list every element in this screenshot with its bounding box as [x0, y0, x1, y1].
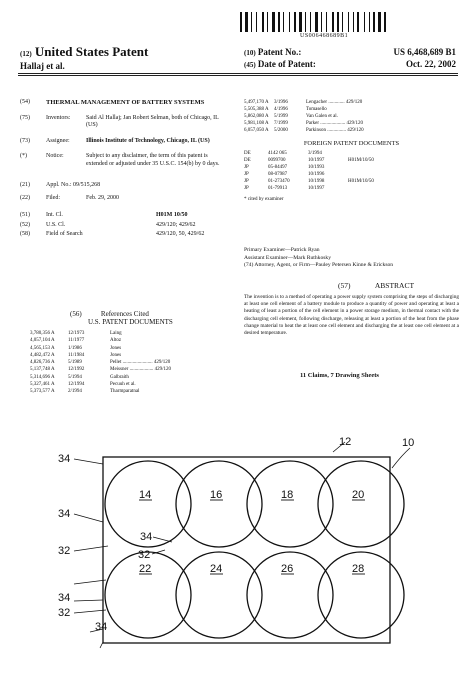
svg-text:34: 34	[58, 508, 71, 520]
svg-text:32: 32	[58, 607, 71, 619]
patent-date: Oct. 22, 2002	[406, 59, 456, 69]
barcode-bar	[366, 12, 368, 32]
barcode-bar	[373, 12, 375, 32]
barcode-bar	[265, 12, 266, 32]
cell-label: 16	[210, 489, 223, 501]
continued-citations	[244, 99, 459, 134]
barcode-bar	[323, 12, 325, 32]
citation-row: 5,862,080 A 5/1999 Van Galen et al.	[244, 114, 338, 119]
cell-label: 22	[139, 563, 152, 575]
barcode-bar	[310, 12, 311, 32]
foreign-patent-row: JP 08-07987 10/1996	[244, 172, 325, 177]
barcode	[240, 12, 436, 32]
citation-row: 5,505,388 A 4/1996 Tomasello	[244, 107, 327, 112]
svg-text:34: 34	[58, 592, 71, 604]
barcode-bar	[348, 12, 349, 32]
patent-date-row: (45) Date of Patent: Oct. 22, 2002	[244, 59, 456, 69]
barcode-bar	[382, 12, 383, 32]
barcode-bar	[258, 12, 261, 32]
reference-row: 4,482,472 A 11/1984 Jones	[30, 352, 122, 358]
barcode-bar	[251, 12, 252, 32]
cited-note: * cited by examiner	[244, 197, 284, 202]
reference-numerals	[58, 436, 414, 633]
references-heading: (56) References Cited U.S. PATENT DOCUMENTS	[70, 310, 173, 326]
patent-number-row: (10) Patent No.: US 6,468,689 B1	[244, 47, 456, 57]
examiner-block: Primary Examiner—Patrick Ryan Assistant Examiner—Mark Ruthkosky (74) Attorney, Agent, or Firm—Pauley Petersen Kinne & Erickson	[244, 247, 394, 268]
barcode-bar	[245, 12, 248, 32]
barcode-bar	[262, 12, 264, 32]
barcode-bar	[243, 12, 244, 32]
barcode-bar	[278, 12, 280, 32]
patent-number: US 6,468,689 B1	[393, 47, 456, 57]
barcode-bar	[256, 12, 257, 32]
inventors-short: Hallaj et al.	[20, 61, 65, 71]
barcode-bar	[326, 12, 327, 32]
barcode-bar	[369, 12, 370, 32]
foreign-patent-row: JP 05-84497 10/1993	[244, 165, 325, 170]
barcode-bar	[387, 12, 388, 32]
barcode-bar	[283, 12, 284, 32]
barcode-bar	[335, 12, 336, 32]
cell-label: 14	[139, 489, 152, 501]
svg-text:34: 34	[58, 453, 71, 465]
cell-label: 26	[281, 563, 294, 575]
barcode-bar	[272, 12, 275, 32]
foreign-patent-row: JP 01-273470 10/1998 H01M/10/50	[244, 179, 374, 184]
barcode-bar	[269, 12, 271, 32]
barcode-bar	[371, 12, 372, 32]
svg-text:34: 34	[140, 531, 153, 543]
cell-label-underlines	[139, 500, 365, 574]
barcode-bar	[307, 12, 309, 32]
barcode-bar	[299, 12, 302, 32]
reference-row: 3,780,356 A 12/1973 Laing	[30, 331, 122, 336]
barcode-bar	[319, 12, 320, 32]
header-divider	[18, 73, 458, 74]
barcode-bar	[276, 12, 277, 32]
barcode-bar	[297, 12, 298, 32]
barcode-number: US006468689B1	[300, 33, 349, 39]
barcode-bar	[267, 12, 268, 32]
reference-row: 4,826,736 A 5/1989 Pellet ........................ 429/120	[30, 360, 171, 366]
field-notice: (*) Notice: Subject to any disclaimer, the term of this patent is extended or adjusted under 35 U.S.C. 154(b) by 0 days.	[20, 153, 220, 167]
field-uscl: (52) U.S. Cl. 429/120; 429/62	[20, 221, 196, 228]
barcode-bar	[378, 12, 381, 32]
foreign-patent-row: DE 4142 065 3/1994	[244, 151, 322, 156]
barcode-bar	[384, 12, 386, 32]
barcode-bar	[253, 12, 255, 32]
barcode-bar	[289, 12, 290, 32]
citation-row: 6,057,050 A 5/2000 Parkinson ............... 429/120	[244, 128, 364, 133]
barcode-bar	[305, 12, 306, 32]
reference-row: 4,057,104 A 11/1977 Altoz	[30, 338, 122, 344]
reference-row: 5,373,577 A 2/1994 Tharmparatnal	[30, 389, 140, 395]
svg-text:34: 34	[95, 621, 108, 633]
barcode-bar	[376, 12, 377, 32]
field-inventors: (75) Inventors: Said Al Hallaj; Jan Robert Selman, both of Chicago, IL (US)	[20, 114, 219, 128]
barcode-bar	[360, 12, 363, 32]
barcode-bar	[303, 12, 304, 32]
barcode-bar	[328, 12, 331, 32]
citation-row: 5,497,170 A 3/1996 Lengacher ............. 429/120	[244, 100, 363, 105]
barcode-bar	[342, 12, 343, 32]
cell-label: 24	[210, 563, 223, 575]
foreign-patent-row: DE 0099700 10/1997 H01M/10/50	[244, 158, 374, 163]
cell-label: 18	[281, 489, 294, 501]
right-column	[244, 99, 459, 203]
field-search: (58) Field of Search 429/120, 50, 429/62	[20, 231, 205, 237]
field-appl: (21) Appl. No.: 09/515,268	[20, 182, 101, 188]
field-title: (54) THERMAL MANAGEMENT OF BATTERY SYSTEMS	[20, 99, 205, 106]
citation-row: 5,981,108 A 7/1999 Parker .................... 429/120	[244, 121, 363, 126]
barcode-bar	[285, 12, 288, 32]
reference-row: 5,137,748 A 12/1992 Meissner ................... 429/120	[30, 367, 171, 373]
barcode-bar	[355, 12, 356, 32]
barcode-bar	[337, 12, 339, 32]
claims-count: 11 Claims, 7 Drawing Sheets	[300, 372, 379, 379]
svg-text:12: 12	[339, 436, 352, 448]
barcode-bar	[357, 12, 359, 32]
patent-header-right	[244, 47, 456, 71]
barcode-bar	[315, 12, 318, 32]
barcode-bar	[240, 12, 242, 32]
barcode-bar	[294, 12, 296, 32]
barcode-bar	[332, 12, 334, 32]
cell-circle	[176, 461, 262, 547]
header-divider-2	[18, 75, 458, 76]
foreign-docs-heading: FOREIGN PATENT DOCUMENTS	[303, 140, 400, 147]
barcode-bar	[364, 12, 365, 32]
barcode-bar	[344, 12, 347, 32]
patent-header-left	[20, 44, 148, 71]
svg-text:32: 32	[58, 545, 71, 557]
battery-module-drawing	[0, 430, 476, 700]
us-patent-references	[30, 330, 235, 396]
svg-text:10: 10	[402, 437, 415, 449]
abstract-heading: (57) ABSTRACT	[338, 281, 415, 290]
bibliographic-fields	[20, 99, 230, 244]
foreign-patent-row: JP 01-79913 10/1997	[244, 186, 325, 191]
field-assignee: (73) Assignee: Illinois Institute of Technology, Chicago, IL (US)	[20, 137, 210, 144]
abstract-text: The invention is to a method of operating a power supply system comprising the steps of discharging at least one cell element of a battery module to produce a quantity of power and operating at least a heating of least a portion of the cell element in a power storage medium, in thermal contact with the discharging cell element, following discharge, releasing at least a portion of the heat from the phase change material to heat the at least one cell element and discharging the at least one cell element at a desired temperature.	[244, 294, 459, 337]
reference-row: 4,565,153 A 1/1986 Jones	[30, 345, 122, 351]
reference-row: 5,314,696 A 5/1994 Galbraith	[30, 374, 129, 380]
field-filed: (22) Filed: Feb. 29, 2000	[20, 194, 119, 201]
field-intcl: (51) Int. Cl. H01M 10/50	[20, 212, 188, 218]
barcode-bar	[291, 12, 293, 32]
barcode-bar	[353, 12, 354, 32]
patent-country-title: (12) United States Patent	[20, 44, 149, 59]
foreign-patent-list	[244, 150, 459, 192]
cell-circle	[247, 461, 333, 547]
barcode-bar	[249, 12, 250, 32]
barcode-bar	[281, 12, 282, 32]
cell-label: 28	[352, 563, 365, 575]
cell-label: 20	[352, 489, 365, 501]
reference-row: 5,327,461 A 12/1994 Pecuuh et al.	[30, 382, 136, 388]
svg-text:32: 32	[138, 549, 151, 561]
barcode-bar	[312, 12, 314, 32]
barcode-bar	[340, 12, 341, 32]
barcode-bar	[321, 12, 322, 32]
barcode-bar	[350, 12, 352, 32]
cell-circle	[318, 461, 404, 547]
